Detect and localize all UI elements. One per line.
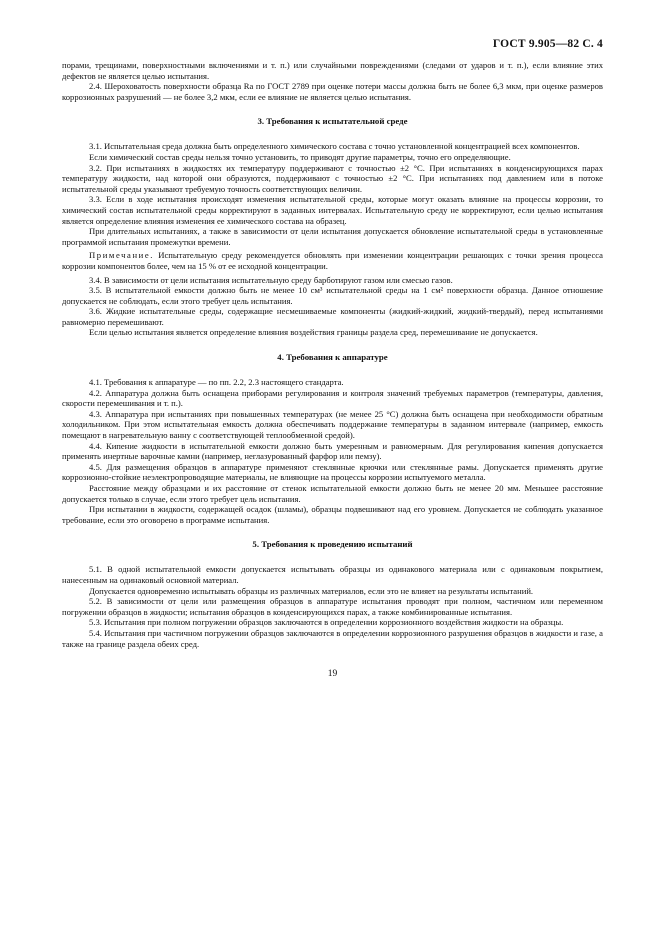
section-3-paragraph: 3.2. При испытаниях в жидкостях их температуру поддерживают с точностью ±2 °С. При испытаниях в конденсирующихся парах температуру жидкости, над которой они образуются, поддерживают с точностью ±2 °С. При испытаниях под давлением или в потоке испытательной среды указывают требуемую точность соответствующих величин. xyxy=(62,162,603,194)
section-5-paragraph: Допускается одновременно испытывать образцы из различных материалов, если это не влияет на результаты испытаний. xyxy=(89,585,534,596)
section-3-paragraph: Если химический состав среды нельзя точно установить, то приводят другие параметры, точно его определяющие. xyxy=(89,151,511,162)
section-3-paragraph: При длительных испытаниях, а также в зависимости от цели испытания допускается обновление испытательной среды в установленные программой испытания промежутки времени. xyxy=(62,226,603,247)
section-3-paragraph: 3.4. В зависимости от цели испытания испытательную среду барботируют газом или смесью газов. xyxy=(89,274,453,285)
section-3-paragraph: 3.1. Испытательная среда должна быть определенного химического состава с точно установленной концентрацией всех компонентов. xyxy=(89,141,580,152)
section-5-title: 5. Требования к проведению испытаний xyxy=(252,539,413,550)
section-4-paragraph: 4.3. Аппаратура при испытаниях при повышенных температурах (не менее 25 °С) должна быть оснащена при необходимости обратным холодильником. При этом испытательная емкость должна обеспечивать поддержание температуры в заданном интервале (например, емкость помещают в нагревательную ванну с соответствующей теплообменной средой). xyxy=(62,408,603,441)
note-text: Испытательную среду рекомендуется обновлять при изменении концентрации решающих с точки зрения процесса коррозии компонентов более, чем на 15 % от ее исходной концентрации. xyxy=(62,250,603,271)
section-3-paragraph: 3.3. Если в ходе испытания происходят изменения испытательной среды, которые могут оказать влияние на процессы коррозии, то химический состав испытательной среды корректируют в заданных интервалах. Испытательную среду не корректируют, если целью испытания является определение влияния изменения ее химического состава на образец. xyxy=(62,194,603,226)
section-5-paragraph: 5.1. В одной испытательной емкости допускается испытывать образцы из одинакового материала или с одинаковым покрытием, нанесенным на одинаковый основной материал. xyxy=(62,564,603,585)
intro-paragraph: 2.4. Шероховатость поверхности образца Ra по ГОСТ 2789 при оценке потери массы должна быть не более 6,3 мкм, при оценке размеров коррозионных разрушений — не более 3,2 мкм, если ее влияние не является целью испытания. xyxy=(62,81,603,102)
note-label: Примечание. xyxy=(89,250,155,261)
page-number: 19 xyxy=(327,669,338,680)
section-3-paragraph: 3.5. В испытательной емкости должно быть не менее 10 см³ испытательной среды на 1 см² поверхности образца. Данное отношение допускается не соблюдать, если этого требует цель испытания. xyxy=(62,285,603,306)
section-4-paragraph: 4.4. Кипение жидкости в испытательной емкости должно быть умеренным и равномерным. Для регулирования кипения допускается применять инертные варочные камни (например, неглазурованный фарфор или пемзу). xyxy=(62,440,603,462)
section-4-title: 4. Требования к аппаратуре xyxy=(277,352,388,363)
section-4-paragraph: Расстояние между образцами и их расстояние от стенок испытательной емкости должно быть не менее 20 мм. Меньшее расстояние допускается только в случае, если этого требует цель испытания. xyxy=(62,483,603,504)
section-5-paragraph: 5.2. В зависимости от цели или размещения образцов в аппаратуре испытания проводят при полном, частичном или переменном погружении образцов в жидкости; испытания образцов в конденсирующихся парах, а также комбинированные испытания. xyxy=(62,596,603,617)
page-header: ГОСТ 9.905—82 С. 4 xyxy=(492,38,603,50)
section-4-paragraph: 4.5. Для размещения образцов в аппаратуре применяют стеклянные крючки или стеклянные рамы. Допускается применять другие коррозионно-стойкие неэлектропроводящие материалы, не влияющие на процессы коррозии испытуемого металла. xyxy=(62,461,603,483)
intro-paragraph: порами, трещинами, поверхностными включениями и т. п.) или случайными повреждениями (следами от ударов и т. п.), если влияние этих дефектов не является целью испытания. xyxy=(62,60,603,81)
section-4-paragraph: При испытании в жидкости, содержащей осадок (шламы), образцы подвешивают над его уровнем. Допускается не соблюдать указанное требование, если это оговорено в программе испытания. xyxy=(62,504,603,525)
section-3-paragraph: 3.6. Жидкие испытательные среды, содержащие несмешиваемые компоненты (жидкий-жидкий, жидкий-твердый), перед испытаниями равномерно перемешивают. xyxy=(62,306,603,327)
section-3-note xyxy=(62,250,603,271)
section-3-paragraph: Если целью испытания является определение влияния воздействия границы раздела сред, перемешивание не допускается. xyxy=(89,327,538,338)
section-5-paragraph: 5.4. Испытания при частичном погружении образцов заключаются в определении коррозионного разрушения образцов в жидкости и газе, а также на границе раздела обеих сред. xyxy=(62,627,603,649)
section-3-title: 3. Требования к испытательной среде xyxy=(257,116,408,127)
section-4-paragraph: 4.2. Аппаратура должна быть оснащена приборами регулирования и контроля значений требуемых параметров (температуры, давления, скорости перемешивания и т. п.). xyxy=(62,387,603,409)
section-4-paragraph: 4.1. Требования к аппаратуре — по пп. 2.2, 2.3 настоящего стандарта. xyxy=(89,377,344,388)
section-5-paragraph: 5.3. Испытания при полном погружении образцов заключаются в определении коррозионного воздействия жидкости на образцы. xyxy=(89,617,564,628)
